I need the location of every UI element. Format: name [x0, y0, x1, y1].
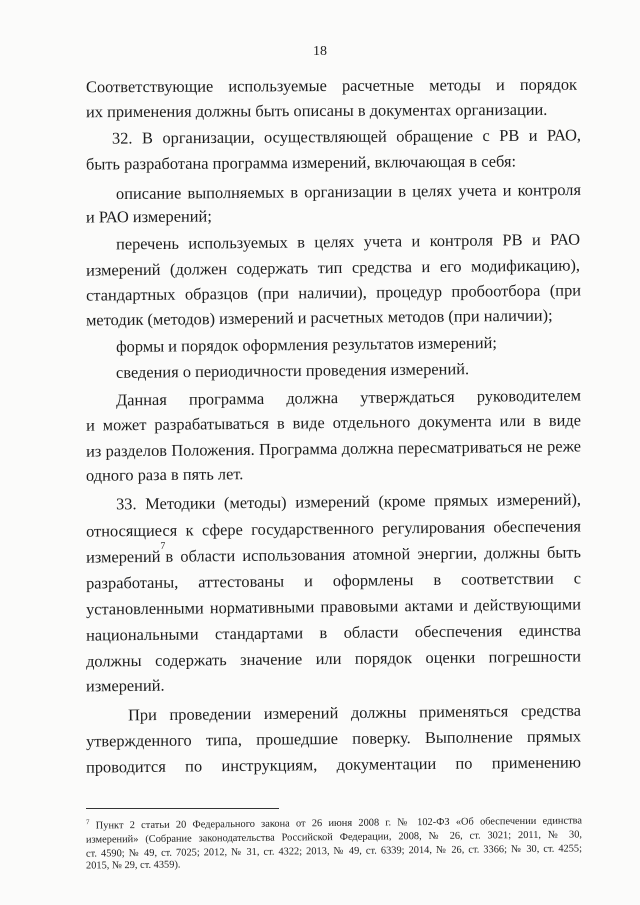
- text-line: сведения о периодичности проведения измерений.: [115, 359, 470, 382]
- text-line: Соответствующие используемые расчетные методы и порядок: [85, 74, 578, 97]
- text-line: утвержденного типа, прошедшие поверку. Выполнение прямых: [85, 726, 582, 751]
- text-line: их применения должны быть описаны в документах организации.: [85, 99, 548, 122]
- text-line: относящиеся к сфере государственного регулирования обеспечения: [85, 516, 582, 541]
- text-line: стандартных образцов (при наличии), процедур пробоотбора (при: [85, 280, 582, 305]
- text-line: и может разрабатываться в виде отдельного документа или в виде: [85, 410, 582, 435]
- text-line: Данная программа должна утверждаться руководителем: [115, 385, 582, 410]
- footnote-line: ст. 4590; № 49, ст. 7025; 2012, № 31, ст. 4322; 2013, № 49, ст. 6339; 2014, № 26, ст. 3366; № 30, ст. 4255;: [85, 843, 583, 860]
- text-line: методик (методов) измерений и расчетных методов (при наличии);: [85, 305, 553, 330]
- text-line: измерений (должен содержать тип средства и его модификацию),: [85, 255, 581, 280]
- text-line: установленными нормативными правовыми актами и действующими: [85, 594, 582, 619]
- text-line: из разделов Положения. Программа должна пересматриваться не реже: [85, 436, 582, 461]
- text-line: одного раза в пять лет.: [85, 464, 244, 485]
- text-line: перечень используемых в целях учета и контроля РВ и РАО: [115, 229, 581, 254]
- text-line: формы и порядок оформления результатов измерений;: [115, 333, 497, 356]
- text-line: национальными стандартами в области обеспечения единства: [85, 620, 582, 645]
- footnote-line: измерений» (Собрание законодательства Российской Федерации, 2008, № 26, ст. 3021; 2011, № 30,: [85, 829, 583, 846]
- text-line: измерений.: [85, 675, 165, 696]
- text-fragment: в области использования атомной энергии, должны быть: [165, 542, 582, 566]
- text-line: 32. В организации, осуществляющей обращение с РВ и РАО,: [111, 125, 582, 148]
- footnote-divider: [86, 808, 279, 809]
- text-line: разработаны, аттестованы и оформлены в соответствии с: [85, 568, 582, 593]
- footnote-text: Пункт 2 статьи 20 Федерального закона от 26 июня 2008 г. № 102-ФЗ «Об обеспечении единства: [89, 815, 583, 832]
- text-line: быть разработана программа измерений, включающая в себя:: [85, 151, 517, 174]
- text-line: проводится по инструкциям, документации по применению: [85, 752, 582, 777]
- text-line-with-footnote: [86, 542, 581, 567]
- text-line: должны содержать значение или порядок оценки погрешности: [85, 646, 582, 671]
- footnote-marker: 7: [85, 818, 90, 827]
- text-line: При проведении измерений должны применяться средства: [127, 700, 582, 725]
- text-line: 33. Методики (методы) измерений (кроме прямых измерений),: [115, 489, 582, 514]
- footnote-reference[interactable]: 7: [160, 540, 166, 552]
- text-fragment: измерений: [85, 546, 161, 567]
- page-number: 18: [313, 44, 327, 59]
- footnote-line: 2015, № 29, ст. 4359).: [85, 859, 181, 872]
- text-line: и РАО измерений;: [85, 206, 212, 227]
- text-line: описание выполняемых в организации в целях учета и контроля: [115, 179, 582, 204]
